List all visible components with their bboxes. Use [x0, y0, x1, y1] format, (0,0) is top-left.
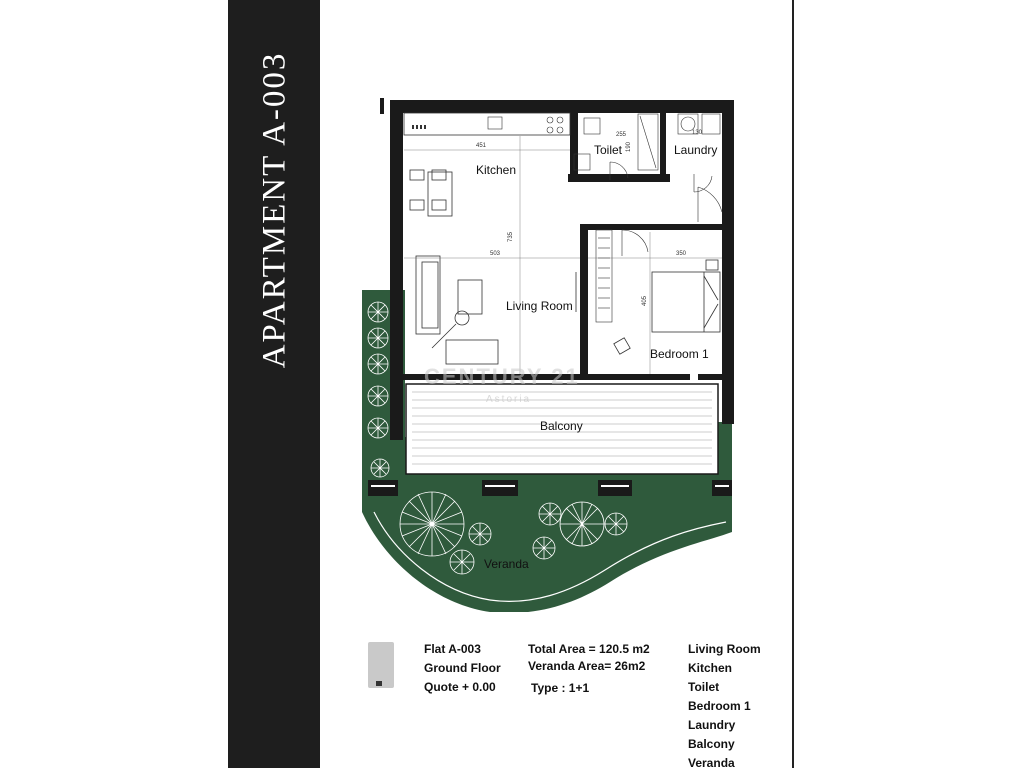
armchair	[432, 280, 498, 364]
dim-living-width: 503	[490, 251, 501, 257]
room-label-balcony: Balcony	[540, 419, 583, 433]
dim-kitchen-depth: 735	[508, 231, 514, 242]
flat-floor: Ground Floor	[424, 661, 501, 675]
total-area: Total Area = 120.5 m2	[528, 642, 650, 656]
veranda-area: Veranda Area= 26m2	[528, 659, 646, 673]
kitchen-counter	[404, 113, 570, 135]
room-list-item: Bedroom 1	[688, 699, 751, 713]
dim-toilet-width: 255	[616, 132, 627, 138]
room-list	[688, 640, 761, 773]
apartment-type: Type : 1+1	[531, 681, 590, 695]
tree-icon	[400, 492, 464, 556]
desk-chair	[614, 338, 630, 354]
flat-number: Flat A-003	[424, 642, 481, 656]
room-label-laundry: Laundry	[674, 143, 718, 157]
room-list-item: Laundry	[688, 718, 736, 732]
dim-kitchen-width: 451	[476, 143, 487, 149]
dim-laundry-width: 130	[692, 130, 703, 136]
wardrobe	[596, 230, 612, 322]
area-info	[528, 640, 650, 698]
toilet-fixtures	[574, 114, 658, 170]
bed	[652, 260, 720, 332]
apartment-title: APARTMENT A-003	[256, 51, 293, 369]
dim-bedroom-width: 350	[676, 251, 687, 257]
watermark-office: Astoria	[486, 394, 532, 405]
room-list-item: Balcony	[688, 737, 735, 751]
room-label-veranda: Veranda	[484, 557, 529, 571]
room-label-toilet: Toilet	[594, 143, 623, 157]
flat-info	[424, 640, 501, 697]
tree-icon	[560, 502, 604, 546]
room-list-item: Toilet	[688, 680, 720, 694]
room-label-living-room: Living Room	[506, 299, 573, 313]
dim-toilet-depth: 190	[626, 141, 632, 152]
dining-table	[410, 170, 452, 216]
room-label-bedroom: Bedroom 1	[650, 347, 709, 361]
watermark-brand: CENTURY 21	[424, 364, 580, 389]
flat-quote: Quote + 0.00	[424, 680, 496, 694]
room-label-kitchen: Kitchen	[476, 163, 517, 177]
sofa	[416, 256, 440, 334]
key-plan-marker	[376, 681, 382, 686]
key-plan-thumbnail	[368, 642, 394, 688]
room-list-item: Living Room	[688, 642, 761, 656]
room-list-item: Kitchen	[688, 661, 733, 675]
room-list-item: Veranda	[688, 756, 735, 770]
dim-bedroom-depth: 405	[642, 295, 648, 306]
floor-plan	[360, 92, 740, 612]
